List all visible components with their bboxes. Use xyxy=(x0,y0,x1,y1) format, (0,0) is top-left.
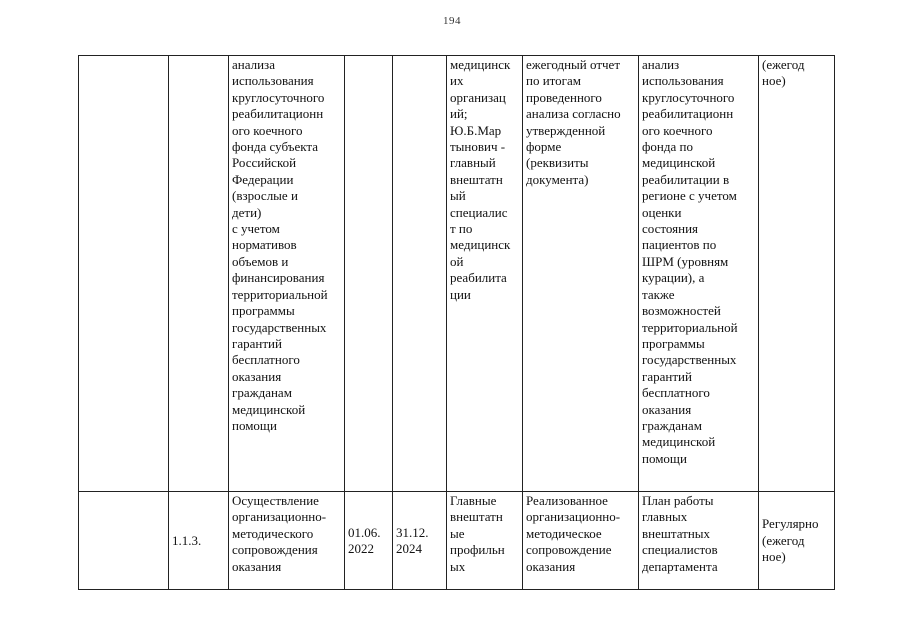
blank-cell xyxy=(79,492,169,590)
item-number-cell: 1.1.3. xyxy=(169,492,229,590)
result-cell: ежегодный отчет по итогам проведенного анализа согласно утвержденной форме (реквизиты документа) xyxy=(523,56,639,492)
document-cell: анализ использования круглосуточного реабилитационн ого коечного фонда по медицинской реабилитации в регионе с учетом оценки состояния пациентов по ШРМ (уровням курации), а также возможностей территориальной программы государственных гарантий бесплатного оказания гражданам медицинской помощи xyxy=(639,56,759,492)
responsible-cell: медицинск их организац ий; Ю.Б.Мар тынович - главный внештатн ый специалис т по медицинск ой реабилита ции xyxy=(447,56,523,492)
start-date-cell: 01.06. 2022 xyxy=(345,492,393,590)
start-date-cell xyxy=(345,56,393,492)
periodicity-cell: (ежегод ное) xyxy=(759,56,835,492)
end-date-cell xyxy=(393,56,447,492)
blank-cell xyxy=(79,56,169,492)
responsible-cell: Главные внештатн ые профильн ых xyxy=(447,492,523,590)
document-cell: План работы главных внештатных специалистов департамента xyxy=(639,492,759,590)
plan-table xyxy=(78,55,835,590)
action-cell: Осуществление организационно- методического сопровождения оказания xyxy=(229,492,345,590)
page-number: 194 xyxy=(443,15,461,27)
result-cell: Реализованное организационно- методическое сопровождение оказания xyxy=(523,492,639,590)
action-cell: анализа использования круглосуточного реабилитационн ого коечного фонда субъекта Российской Федерации (взрослые и дети) с учетом нормативов объемов и финансирования территориальной программы государственных гарантий бесплатного оказания гражданам медицинской помощи xyxy=(229,56,345,492)
table-row xyxy=(79,492,835,590)
periodicity-cell: Регулярно (ежегод ное) xyxy=(759,492,835,590)
table-row xyxy=(79,56,835,492)
item-number-cell xyxy=(169,56,229,492)
end-date-cell: 31.12. 2024 xyxy=(393,492,447,590)
